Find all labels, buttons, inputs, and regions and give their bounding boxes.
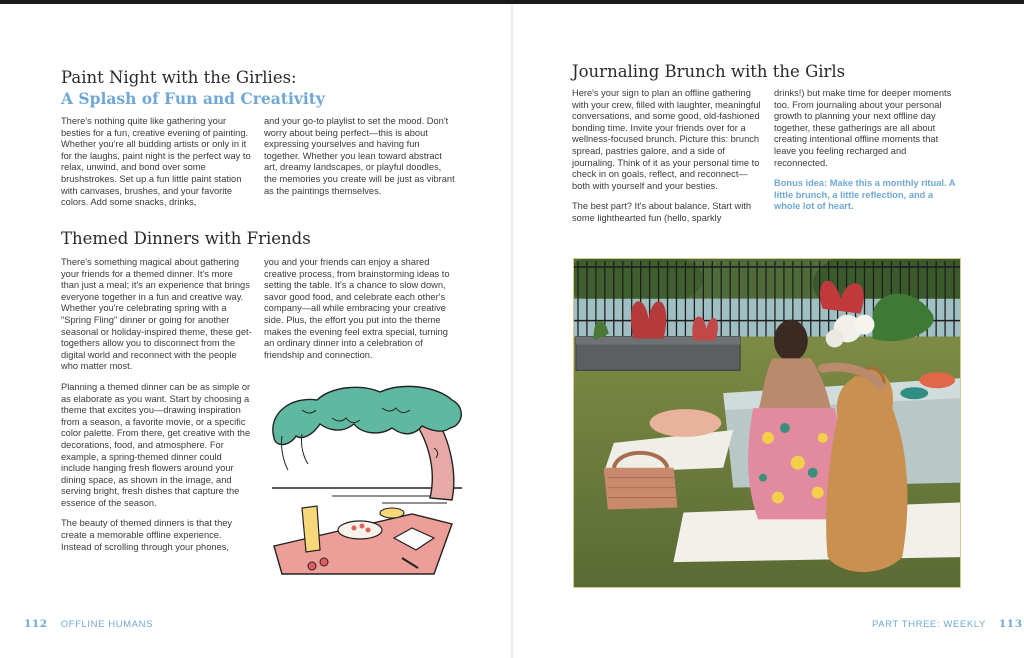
picnic-under-tree-illustration — [262, 378, 468, 578]
paragraph: drinks!) but make time for deeper moments too. From journaling about your personal growth to planning your next offline day together, these gatherings are all about creating intentional offline moments that leave you feeling recharged and reconnected. — [774, 88, 952, 168]
paragraph: The best part? It's about balance. Start with some lighthearted fun (hello, sparkly — [572, 201, 752, 223]
footer-right — [872, 618, 1023, 630]
paragraph: Here's your sign to plan an offline gathering with your crew, filled with laughter, meaningful conversations, and some good, old-fashioned bonding time. Invite your friends over for a wellness-focused brunch. Picture this: brunch spread, pastries galore, and a side of journaling. Think of it as your personal time to check in on goals, reflect, and reconnect—both with yourself and your besties. — [572, 88, 761, 191]
journaling-col2 — [774, 88, 962, 222]
book-gutter — [511, 4, 513, 658]
footer-left — [24, 618, 153, 630]
bonus-idea: Bonus idea: Make this a monthly ritual. A little brunch, a little reflection, and a whole lot of heart. — [774, 178, 956, 212]
themed-dinners-title: Themed Dinners with Friends — [61, 229, 311, 248]
page-number-right: 113 — [998, 618, 1023, 630]
paragraph: Planning a themed dinner can be as simple or as elaborate as you want. Start by choosing a theme that excites you—drawing inspiration from a season, a favorite movie, or a specific color palette. From there, get creative with the decorations, food, and atmosphere. For example, a spring-themed dinner could include hanging fresh flowers around your dining space, as shown in the image, and serving bright, fresh dishes that capture the essence of the season. — [61, 381, 251, 508]
running-head-right: PART THREE: WEEKLY — [872, 619, 986, 630]
garden-brunch-photo — [573, 258, 961, 588]
paint-night-title: Paint Night with the Girlies: — [61, 68, 297, 87]
page-number-left: 112 — [24, 618, 48, 630]
journaling-brunch-title: Journaling Brunch with the Girls — [572, 62, 846, 81]
themed-dinners-col2 — [264, 257, 456, 370]
paragraph: There's something magical about gathering your friends for a themed dinner. It's more than just a meal; it's an experience that brings everyone together in a fun and creative way. Whether you're celebrating spring with a "Spring Fling" dinner or going for another seasonal or holiday-inspired theme, these get-togethers allow you to disconnect from the digital world and reconnect with the people who matter most. — [61, 257, 252, 372]
paint-night-col1 — [61, 116, 253, 218]
paragraph: and your go-to playlist to set the mood. Don't worry about being perfect—this is about expressing yourselves and having fun together. Whether you lean toward abstract art, dreamy landscapes, or playful doodles, the memories you create will be just as vibrant as the paintings themselves. — [264, 116, 455, 196]
paint-night-subtitle: A Splash of Fun and Creativity — [61, 89, 325, 108]
paragraph: There's nothing quite like gathering your besties for a fun, creative evening of painting. Whether you're all budding artists or only in it for the laughs, paint night is the perfect way to relax, unwind, and bond over some brushstrokes. Set up a fun little paint station with canvases, brushes, and your favorite colors. Add some snacks, drinks, — [61, 116, 251, 208]
running-head-left: OFFLINE HUMANS — [60, 619, 154, 630]
journaling-col1 — [572, 88, 762, 234]
paragraph: you and your friends can enjoy a shared creative process, from brainstorming ideas to setting the table. It's a chance to slow down, savor good food, and celebrate each other's company—all while embracing your creative side. Plus, the effort you put into the theme makes the evening feel extra special, turning an ordinary dinner into a celebration of friendship and connection. — [264, 257, 450, 360]
paint-night-col2 — [264, 116, 456, 206]
themed-dinners-col1 — [61, 257, 253, 562]
paragraph: The beauty of themed dinners is that they create a memorable offline experience. Instead of scrolling through your phones, — [61, 518, 233, 552]
